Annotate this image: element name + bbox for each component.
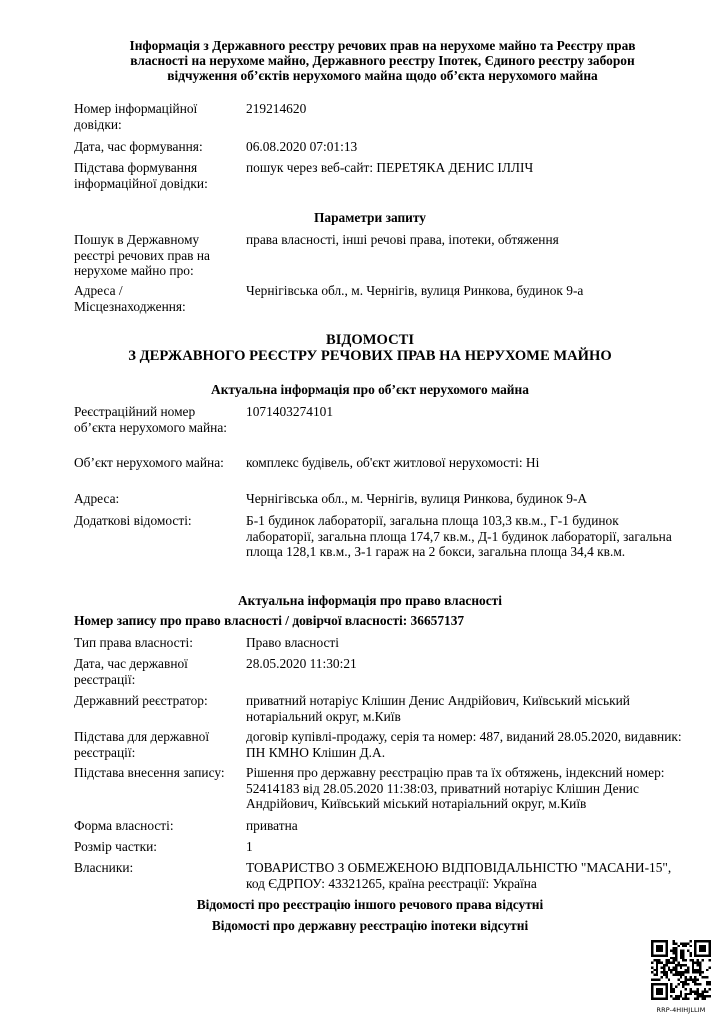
object-reg-number-value: 1071403274101 [246,404,334,419]
ownership-reg-date-label: Дата, час державної реєстрації: [74,656,188,687]
info-datetime-value: 06.08.2020 07:01:13 [246,139,358,154]
ownership-section-title: Актуальна інформація про право власності [238,593,502,608]
query-address-value: Чернігівська обл., м. Чернігів, вулиця Ринкова, будинок 9-а [246,283,584,298]
ownership-registrar-value: приватний нотаріус Клішин Денис Андрійович, Київський міський нотаріальний округ, м.Київ [246,693,630,724]
info-basis-value: пошук через веб-сайт: ПЕРЕТЯКА ДЕНИС ІЛЛІЧ [246,160,534,175]
ownership-registrar-label: Державний реєстратор: [74,693,208,708]
registry-title-line-2: З ДЕРЖАВНОГО РЕЄСТРУ РЕЧОВИХ ПРАВ НА НЕРУХОМЕ МАЙНО [128,347,612,364]
query-search-label: Пошук в Державному реєстрі речових прав на нерухоме майно про: [74,232,210,278]
ownership-type-label: Тип права власності: [74,635,193,650]
info-number-value: 219214620 [246,101,307,116]
object-extra-value: Б-1 будинок лабораторії, загальна площа 103,3 кв.м., Г-1 будинок лабораторії, загальна площа 174,7 кв.м., Д-1 будинок лабораторії, загальна площа 128,1 кв.м., З-1 гараж на 2 бокси, загальна площа 34,4 кв.м. [246,513,672,559]
mortgage-note: Відомості про державну реєстрацію іпотеки відсутні [211,918,529,933]
ownership-share-value: 1 [246,839,253,854]
ownership-type-value: Право власності [246,635,340,650]
object-type-value: комплекс будівель, об'єкт житлової нерухомості: Ні [246,455,540,470]
document-title-line-2: власності на нерухоме майно, Державного реєстру Іпотек, Єдиного реєстру заборон [130,53,635,69]
document-title-line-1: Інформація з Державного реєстру речових прав на нерухоме майно та Реєстру прав [129,38,636,53]
ownership-share-label: Розмір частки: [74,839,158,854]
ownership-reg-basis-label: Підстава для державної реєстрації: [74,729,210,760]
document-title-line-3: відчуження об’єктів нерухомого майна щодо об’єкта нерухомого майна [167,68,598,84]
ownership-owners-label: Власники: [74,860,134,875]
object-extra-label: Додаткові відомості: [74,513,192,528]
object-reg-number-label: Реєстраційний номер об’єкта нерухомого майна: [74,404,227,435]
ownership-entry-basis-label: Підстава внесення запису: [74,765,225,780]
query-section-title: Параметри запиту [314,210,426,225]
other-rights-note: Відомості про реєстрацію іншого речового права відсутні [196,897,544,912]
object-type-label: Об’єкт нерухомого майна: [74,455,224,470]
ownership-owners-value: ТОВАРИСТВО З ОБМЕЖЕНОЮ ВІДПОВІДАЛЬНІСТЮ "МАСАНИ-15", код ЄДРПОУ: 43321265, країна реєстрації: Україна [246,860,672,891]
ownership-form-value: приватна [246,818,298,833]
object-section-title: Актуальна інформація про об’єкт нерухомого майна [211,382,529,397]
info-number-label: Номер інформаційної довідки: [74,101,198,132]
qr-caption: RRP-4HIHJLLIM [656,1006,706,1014]
ownership-form-label: Форма власності: [74,818,174,833]
query-search-value: права власності, інші речові права, іпотеки, обтяження [246,232,559,247]
query-address-label: Адреса / Місцезнаходження: [74,283,186,314]
object-address-value: Чернігівська обл., м. Чернігів, вулиця Ринкова, будинок 9-А [246,491,588,506]
info-basis-label: Підстава формування інформаційної довідки: [74,160,208,191]
ownership-reg-basis-value: договір купівлі-продажу, серія та номер: 487, виданий 28.05.2020, видавник: ПН КМНО Клішин Д.А. [246,729,682,760]
ownership-record-number: Номер запису про право власності / довірчої власності: 36657137 [74,613,465,628]
qr-code-icon [651,940,711,1000]
registry-title [60,333,680,364]
registry-title-line-1: ВІДОМОСТІ [325,332,415,348]
info-datetime-label: Дата, час формування: [74,139,203,154]
ownership-reg-date-value: 28.05.2020 11:30:21 [246,656,357,671]
ownership-entry-basis-value: Рішення про державну реєстрацію прав та їх обтяжень, індексний номер: 52414183 від 28.05.2020 11:38:03, приватний нотаріус Клішин Денис Андрійович, Київський міський нотаріальний округ, м.Київ [246,765,665,811]
document-title [95,38,670,84]
object-address-label: Адреса: [74,491,120,506]
